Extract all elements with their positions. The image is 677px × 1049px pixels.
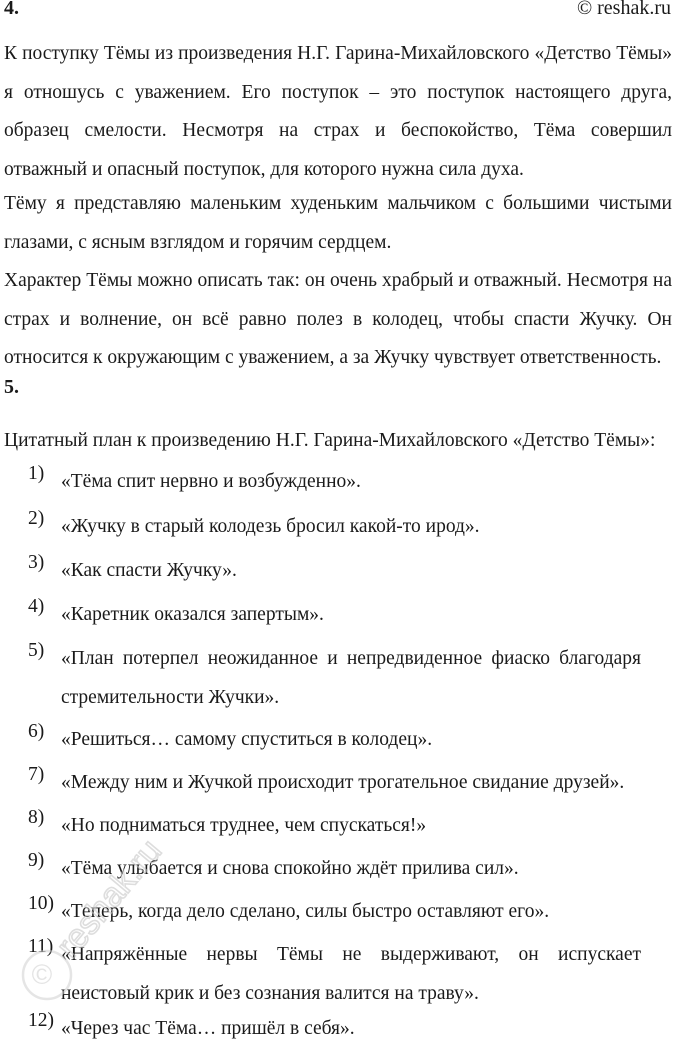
section-4-heading: 4.: [4, 0, 19, 19]
list-item-text: «Тёма спит нервно и возбужденно».: [61, 471, 361, 492]
site-watermark: © reshak.ru: [576, 0, 671, 19]
list-item-text: «Жучку в старый колодезь бросил какой-то ирод».: [61, 516, 480, 537]
list-item-number: 6): [28, 721, 45, 742]
watermark-text: reshak.ru: [49, 832, 170, 966]
paragraph-appearance: Тёму я представляю маленьким худеньким мальчиком с большими чистыми глазами, с ясным взглядом и горячим сердцем.: [4, 193, 672, 253]
list-item-number: 3): [28, 552, 45, 573]
list-item-number: 1): [28, 463, 45, 484]
svg-text:©: ©: [31, 959, 53, 990]
plan-intro: Цитатный план к произведению Н.Г. Гарина-Михайловского «Детство Тёмы»:: [4, 430, 656, 451]
list-item-text: «Теперь, когда дело сделано, силы быстро оставляют его».: [61, 901, 550, 922]
list-item-number: 4): [28, 596, 45, 617]
list-item-text: «Через час Тёма… пришёл в себя».: [61, 1018, 355, 1039]
list-item-number: 8): [28, 807, 45, 828]
list-item-text: «Тёма улыбается и снова спокойно ждёт прилива сил».: [61, 858, 519, 879]
list-item-text: «План потерпел неожиданное и непредвиденное фиаско благодаря стремительности Жучки».: [61, 648, 641, 708]
list-item-number: 11): [28, 936, 54, 957]
list-item-number: 2): [28, 508, 45, 529]
list-item-number: 12): [28, 1010, 54, 1031]
list-item-text: «Напряжённые нервы Тёмы не выдерживают, он испускает неистовый крик и без сознания валится на траву».: [61, 944, 641, 1004]
section-5-heading: 5.: [4, 376, 19, 398]
list-item-text: «Каретник оказался запертым».: [61, 604, 324, 625]
list-item-text: «Между ним и Жучкой происходит трогательное свидание друзей».: [61, 772, 625, 793]
list-item-number: 5): [28, 640, 45, 661]
list-item-text: «Но подниматься труднее, чем спускаться!»: [61, 815, 427, 836]
list-item-text: «Решиться… самому спуститься в колодец».: [61, 729, 433, 750]
paragraph-attitude: К поступку Тёмы из произведения Н.Г. Гарина-Михайловского «Детство Тёмы» я отношусь с уважением. Его поступок – это поступок настоящего друга, образец смелости. Несмотря на страх и беспокойство, Тёма совершил отважный и опасный поступок, для которого нужна сила духа.: [4, 43, 672, 180]
paragraph-character: Характер Тёмы можно описать так: он очень храбрый и отважный. Несмотря на страх и волнение, он всё равно полез в колодец, чтобы спасти Жучку. Он относится к окружающим с уважением, а за Жучку чувствует ответственность.: [4, 270, 672, 368]
list-item-number: 9): [28, 850, 45, 871]
list-item-text: «Как спасти Жучку».: [61, 560, 237, 581]
list-item-number: 10): [28, 893, 54, 914]
list-item-number: 7): [28, 764, 45, 785]
